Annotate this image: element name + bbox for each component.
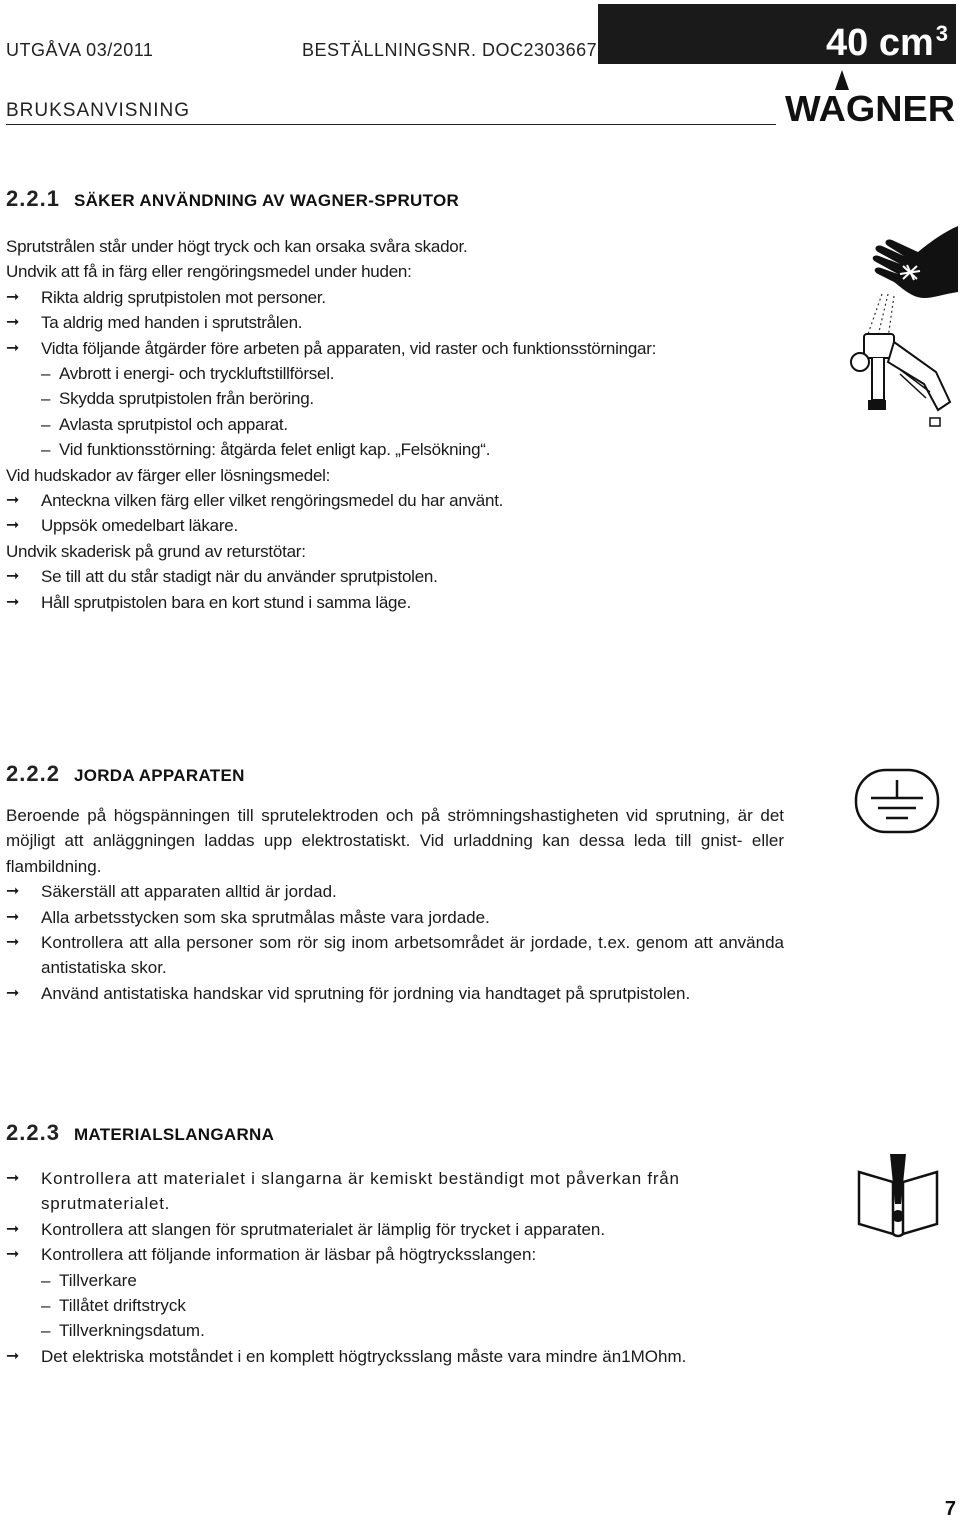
sub-list-item-text: Tillverkningsdatum. — [59, 1321, 205, 1341]
arrow-bullet-icon: ➞ — [6, 883, 20, 901]
list-item — [6, 1242, 796, 1267]
dash-bullet: – — [41, 414, 51, 434]
sub-list-item-text: Tillåtet driftstryck — [59, 1296, 186, 1316]
sub-list-item-text: Tillverkare — [59, 1270, 137, 1290]
list-item-text: Håll sprutpistolen bara en kort stund i samma läge. — [41, 592, 411, 612]
volume-value: 40 cm — [826, 22, 934, 64]
arrow-bullet-icon: ➞ — [6, 1246, 20, 1264]
list-item — [6, 488, 796, 513]
sub-list-item — [6, 437, 796, 462]
arrow-bullet-icon: ➞ — [6, 517, 20, 535]
read-manual-warning-icon — [855, 1152, 941, 1238]
list-item-text: Säkerställ att apparaten alltid är jordad. — [41, 882, 337, 902]
header-divider — [6, 124, 776, 125]
arrow-bullet-icon: ➞ — [6, 314, 20, 332]
list-item-text: Vidta följande åtgärder före arbeten på apparaten, vid raster och funktionsstörningar: — [41, 338, 657, 358]
sub-list-item — [6, 412, 796, 437]
brand-wordmark: WAGNER — [785, 88, 956, 128]
list-item-text: Kontrollera att följande information är läsbar på högtrycksslangen: — [41, 1245, 537, 1265]
dash-bullet: – — [41, 440, 51, 460]
list-item — [6, 285, 796, 310]
arrow-bullet-icon: ➞ — [6, 339, 20, 357]
list-item-text: Se till att du står stadigt när du använder sprutpistolen. — [41, 567, 438, 587]
section-number: 2.2.2 — [6, 761, 60, 786]
wagner-logo — [783, 68, 958, 128]
list-item — [6, 1166, 784, 1217]
sub-list-item — [6, 386, 796, 411]
sub-list-item — [6, 1293, 796, 1318]
section-title: JORDA APPARATEN — [73, 766, 245, 785]
list-item — [6, 1217, 796, 1242]
section-heading — [6, 761, 796, 791]
list-item-text: Det elektriska motståndet i en komplett högtrycksslang måste vara mindre än1MOhm. — [41, 1346, 687, 1366]
dash-bullet: – — [41, 364, 51, 384]
arrow-bullet-icon: ➞ — [6, 1347, 20, 1365]
arrow-bullet-icon: ➞ — [6, 593, 20, 611]
paragraph-line: Vid hudskador av färger eller lösningsmedel: — [6, 465, 331, 485]
volume-badge — [598, 4, 956, 64]
sub-list-item — [6, 1268, 796, 1293]
sub-list-item — [6, 361, 796, 386]
sub-list-item — [6, 1318, 796, 1343]
arrow-bullet-icon: ➞ — [6, 984, 20, 1002]
list-item — [6, 564, 796, 589]
order-number-label: BESTÄLLNINGSNR. DOC2303667 — [302, 40, 598, 60]
arrow-bullet-icon: ➞ — [6, 1220, 20, 1238]
arrow-bullet-icon: ➞ — [6, 934, 20, 952]
section-body — [6, 803, 796, 1006]
section-number: 2.2.1 — [6, 186, 60, 211]
arrow-bullet-icon: ➞ — [6, 492, 20, 510]
sub-list-item-text: Avlasta sprutpistol och apparat. — [59, 414, 288, 434]
dash-bullet: – — [41, 389, 51, 409]
list-item-text: Ta aldrig med handen i sprutstrålen. — [41, 313, 303, 333]
section-body — [6, 1166, 796, 1369]
list-item — [6, 310, 796, 335]
list-item — [6, 590, 796, 615]
sub-list-item-text: Skydda sprutpistolen från beröring. — [59, 389, 314, 409]
intro-paragraph: Beroende på högspänningen till sprutelektroden och på strömningshastigheten vid sprutning, är det möjligt att anläggningen laddas upp elektrostatiskt. Vid urladdning kan dessa leda till gnist- eller flambildning. — [6, 806, 784, 876]
manual-label: BRUKSANVISNING — [6, 100, 190, 121]
arrow-bullet-icon: ➞ — [6, 1170, 21, 1187]
sub-list-item-text: Avbrott i energi- och tryckluftstillförsel. — [59, 364, 335, 384]
list-item-text: Kontrollera att alla personer som rör sig inom arbetsområdet är jordade, t.ex. genom att använda antistatiska skor. — [41, 933, 784, 978]
section-number: 2.2.3 — [6, 1120, 60, 1145]
list-item — [6, 981, 784, 1006]
section-title: MATERIALSLANGARNA — [73, 1125, 275, 1144]
list-item-text: Anteckna vilken färg eller vilket rengöringsmedel du har använt. — [41, 491, 504, 511]
list-item — [6, 513, 796, 538]
list-item — [6, 1344, 796, 1369]
list-item — [6, 879, 819, 904]
list-item-text: Kontrollera att materialet i slangarna är kemiskt beständigt mot påverkan från sprutmaterialet. — [41, 1169, 680, 1214]
paragraph-line: Undvik att få in färg eller rengöringsmedel under huden: — [6, 262, 412, 282]
dash-bullet: – — [41, 1270, 51, 1290]
volume-superscript: 3 — [935, 21, 948, 46]
dash-bullet: – — [41, 1296, 51, 1316]
section-2-2-3 — [6, 1120, 796, 1369]
list-item-text: Använd antistatiska handskar vid sprutning för jordning via handtaget på sprutpistolen. — [41, 983, 691, 1003]
arrow-bullet-icon: ➞ — [6, 288, 20, 306]
list-item — [6, 905, 819, 930]
arrow-bullet-icon: ➞ — [6, 908, 20, 926]
list-item-text: Alla arbetsstycken som ska sprutmålas måste vara jordade. — [41, 907, 490, 927]
section-2-2-2 — [6, 761, 796, 1006]
section-2-2-1 — [6, 186, 796, 615]
section-heading — [6, 1120, 796, 1150]
list-item-text: Uppsök omedelbart läkare. — [41, 516, 238, 536]
list-item-text: Rikta aldrig sprutpistolen mot personer. — [41, 287, 326, 307]
list-item — [6, 336, 796, 361]
edition-label: UTGÅVA 03/2011 — [6, 40, 154, 60]
section-title: SÄKER ANVÄNDNING AV WAGNER-SPRUTOR — [73, 191, 460, 210]
page-number: 7 — [944, 1498, 956, 1520]
list-item — [6, 930, 784, 981]
ground-symbol-icon — [854, 768, 940, 834]
paragraph-line: Sprutstrålen står under högt tryck och kan orsaka svåra skador. — [6, 237, 468, 256]
dash-bullet: – — [41, 1321, 51, 1341]
section-body — [6, 234, 796, 615]
paragraph-line: Undvik skaderisk på grund av returstötar: — [6, 541, 306, 561]
hand-spray-gun-warning-icon — [838, 222, 960, 432]
sub-list-item-text: Vid funktionsstörning: åtgärda felet enligt kap. „Felsökning“. — [59, 440, 491, 460]
section-heading — [6, 186, 796, 216]
list-item-text: Kontrollera att slangen för sprutmaterialet är lämplig för trycket i apparaten. — [41, 1219, 606, 1239]
arrow-bullet-icon: ➞ — [6, 568, 20, 586]
